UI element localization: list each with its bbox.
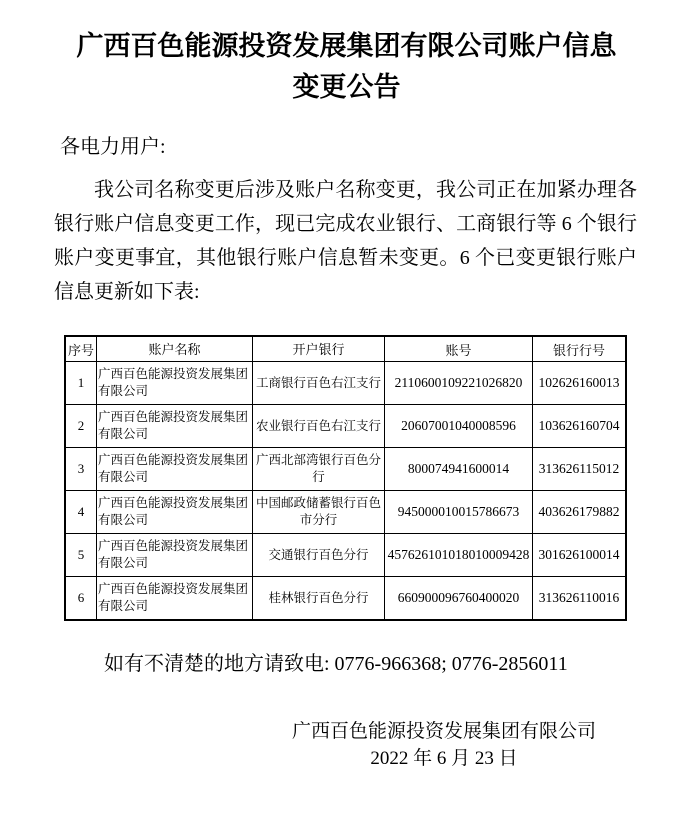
cell-account-name: 广西百色能源投资发展集团有限公司 (97, 577, 253, 621)
cell-bank-code: 301626100014 (533, 534, 627, 577)
table-row (65, 362, 626, 405)
header-bank-code: 银行行号 (533, 336, 627, 362)
document-title: 广西百色能源投资发展集团有限公司账户信息变更公告 (76, 31, 617, 102)
cell-account-number: 800074941600014 (385, 448, 533, 491)
cell-account-number: 945000010015786673 (385, 491, 533, 534)
cell-account-name: 广西百色能源投资发展集团有限公司 (97, 448, 253, 491)
cell-row-number: 5 (65, 534, 97, 577)
cell-bank-name: 中国邮政储蓄银行百色市分行 (253, 491, 385, 534)
cell-row-number: 4 (65, 491, 97, 534)
table-row (65, 448, 626, 491)
cell-bank-name: 广西北部湾银行百色分行 (253, 448, 385, 491)
table-row (65, 491, 626, 534)
cell-account-name: 广西百色能源投资发展集团有限公司 (97, 362, 253, 405)
cell-row-number: 3 (65, 448, 97, 491)
cell-bank-code: 103626160704 (533, 405, 627, 448)
signature-date: 2022 年 6 月 23 日 (370, 748, 518, 769)
header-row-number: 序号 (65, 336, 97, 362)
cell-account-name: 广西百色能源投资发展集团有限公司 (97, 405, 253, 448)
table-row (65, 534, 626, 577)
cell-account-number: 660900096760400020 (385, 577, 533, 621)
cell-account-number: 457626101018010009428 (385, 534, 533, 577)
header-bank-name: 开户银行 (253, 336, 385, 362)
cell-account-name: 广西百色能源投资发展集团有限公司 (97, 534, 253, 577)
table-header-row (65, 336, 626, 362)
header-account-number: 账号 (385, 336, 533, 362)
cell-bank-name: 工商银行百色右江支行 (253, 362, 385, 405)
signature-block (292, 718, 596, 772)
cell-account-number: 2110600109221026820 (385, 362, 533, 405)
cell-account-number: 20607001040008596 (385, 405, 533, 448)
cell-bank-code: 102626160013 (533, 362, 627, 405)
cell-bank-code: 313626110016 (533, 577, 627, 621)
signature-company: 广西百色能源投资发展集团有限公司 (291, 721, 596, 742)
header-account-name: 账户名称 (97, 336, 253, 362)
bank-accounts-table (64, 335, 627, 621)
body-paragraph: 我公司名称变更后涉及账户名称变更，我公司正在加紧办理各银行账户信息变更工作，现已完成农业银行、工商银行等 6 个银行账户变更事宜，其他银行账户信息暂未变更。6 个已变更银行账户信息更新如下表: (54, 179, 637, 303)
cell-bank-name: 农业银行百色右江支行 (253, 405, 385, 448)
table-row (65, 577, 626, 621)
cell-bank-name: 桂林银行百色分行 (253, 577, 385, 621)
cell-row-number: 1 (65, 362, 97, 405)
contact-line: 如有不清楚的地方请致电: 0776-966368; 0776-2856011 (104, 653, 568, 675)
table-row (65, 405, 626, 448)
cell-bank-code: 313626115012 (533, 448, 627, 491)
cell-bank-name: 交通银行百色分行 (253, 534, 385, 577)
salutation: 各电力用户: (60, 136, 166, 158)
cell-row-number: 2 (65, 405, 97, 448)
cell-bank-code: 403626179882 (533, 491, 627, 534)
cell-row-number: 6 (65, 577, 97, 621)
cell-account-name: 广西百色能源投资发展集团有限公司 (97, 491, 253, 534)
